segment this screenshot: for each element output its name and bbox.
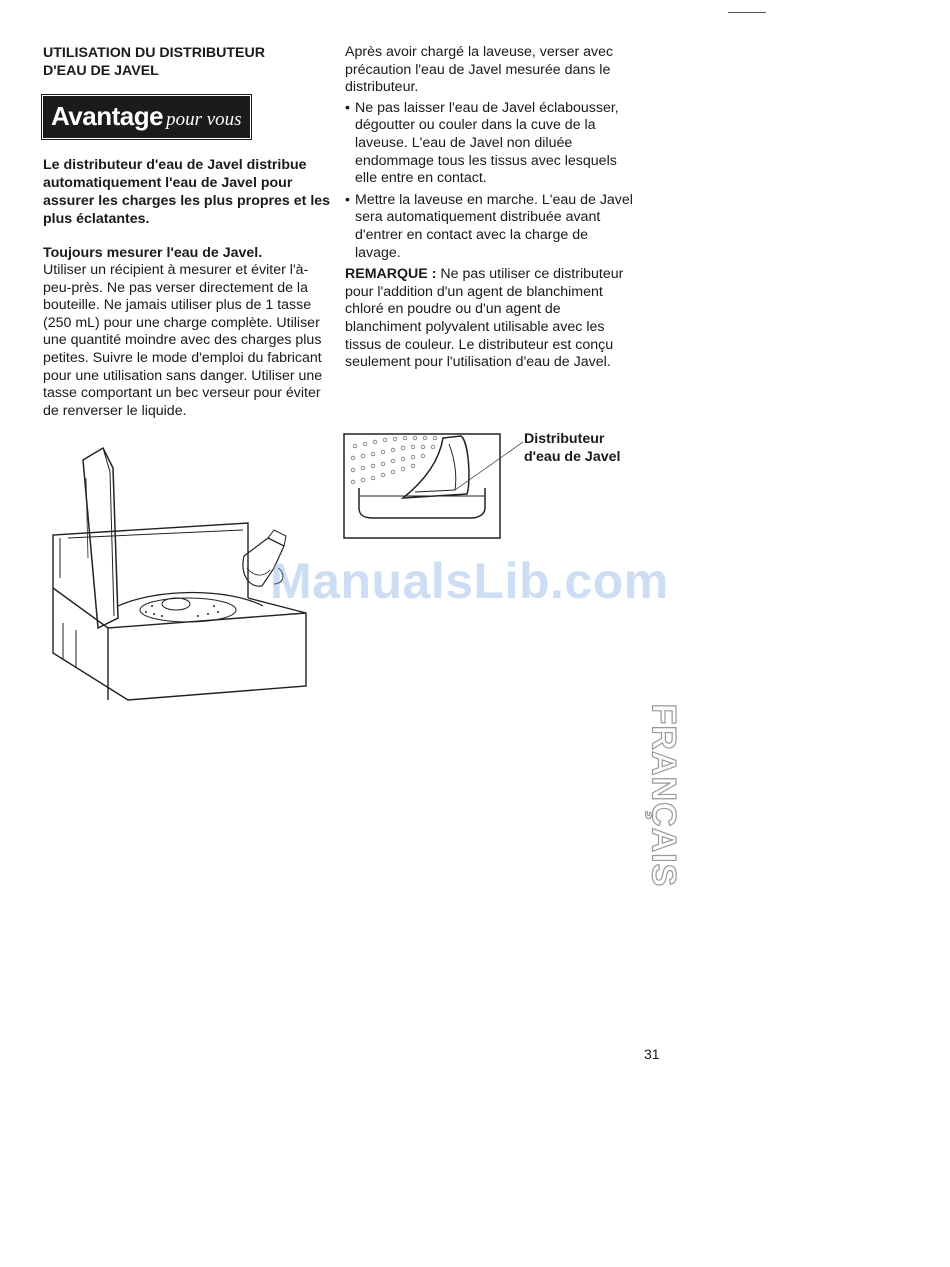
bullet-icon: •: [345, 99, 350, 116]
list-item-text: Mettre la laveuse en marche. L'eau de Javel sera automatiquement distribuée avant d'entrer en contact avec la charge de lavage.: [355, 191, 633, 261]
note-text: Ne pas utiliser ce distributeur pour l'addition d'un agent de blanchiment chloré en poudre ou d'un agent de blanchiment polyvalent utilisable avec les tissus de couleur. Le distributeur est conçu seulement pour l'utilisation d'eau de Javel.: [345, 266, 624, 371]
language-tab-label: FRANÇAIS: [644, 703, 683, 888]
section-title-line2: D'EAU DE JAVEL: [43, 63, 159, 79]
list-item: [345, 192, 635, 262]
language-tab: [638, 698, 688, 893]
list-item-text: Ne pas laisser l'eau de Javel éclabousser, dégoutter ou couler dans la cuve de la laveuse. L'eau de Javel non diluée endommage tous les tissus avec lesquels elle entre en contact.: [355, 99, 619, 187]
intro-text: Le distributeur d'eau de Javel distribue automatiquement l'eau de Javel pour assurer les charges les plus propres et les plus éclatantes.: [43, 157, 331, 227]
measure-heading: Toujours mesurer l'eau de Javel.: [43, 245, 263, 261]
badge-main: Avantage: [51, 101, 164, 131]
right-column: [345, 44, 635, 372]
list-item: [345, 100, 635, 188]
section-title: [43, 44, 333, 80]
note-label: REMARQUE :: [345, 266, 437, 283]
bullet-icon: •: [345, 191, 350, 208]
page-number: 31: [644, 1046, 660, 1062]
instruction-list: [345, 100, 635, 262]
avantage-badge: [43, 96, 250, 138]
section-title-line1: UTILISATION DU DISTRIBUTEUR: [43, 45, 265, 61]
top-rule: [728, 12, 766, 13]
callout-line2: d'eau de Javel: [524, 449, 621, 465]
measure-body: Utiliser un récipient à mesurer et éviter l'à-peu-près. Ne pas verser directement de la bouteille. Ne jamais utiliser plus de 1 tasse (250 mL) pour une charge complète. Utiliser une quantité moindre avec des charges plus petites. Suivre le mode d'emploi du fabricant pour une utilisation sans danger. Utiliser une tasse comportant un bec verseur pour éviter de renverser le liquide.: [43, 262, 323, 419]
badge-script: pour vous: [166, 109, 242, 130]
callout-line1: Distributeur: [524, 431, 605, 447]
note-paragraph: [345, 266, 635, 372]
watermark: ManualsLib.com: [270, 553, 669, 609]
left-column: [43, 44, 333, 420]
loading-paragraph: Après avoir chargé la laveuse, verser avec précaution l'eau de Javel mesurée dans le distributeur.: [345, 44, 614, 96]
dispenser-callout: [524, 430, 620, 466]
